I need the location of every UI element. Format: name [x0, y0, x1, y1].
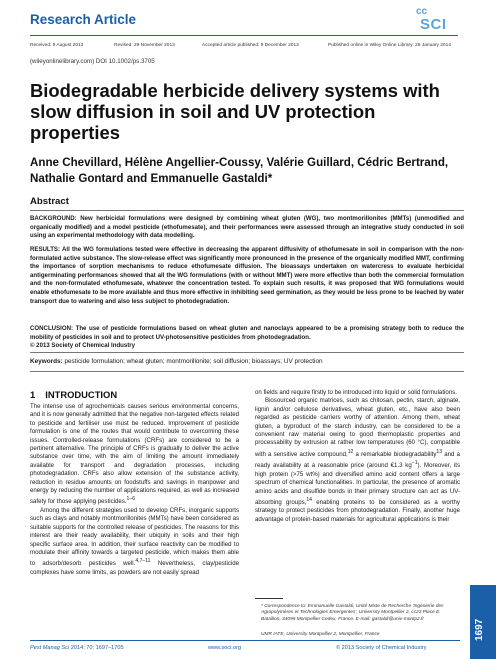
footer-journal: Pest Manag Sci 2014; 70: 1697–1705 [30, 645, 124, 651]
citation-ref[interactable]: 12 [347, 448, 354, 455]
footer-copyright: © 2013 Society of Chemical Industry [336, 645, 427, 651]
body-right-column [255, 389, 460, 524]
intro-paragraph-2: Among the different strategies used to develop CRFs, inorganic supports such as clays and notably montmorillonites (MMTs) have been considered as suitable supports for the controlled release of pesticides. The reasons for this interest are their ready availability, their ubiquity in soils and their high specific surface area. In addition, their surface reactivity can be modified to modulate their affinity towards a targeted pesticide, which makes them able to adsorb/desorb pesticides well.$^{4,7-11}$ Nevertheless, clay/pesticide complexes have some limits, as powders are not easily spread [30, 506, 239, 576]
citation-ref[interactable]: 13 [436, 448, 443, 455]
abstract-results [30, 246, 464, 306]
background-text: New herbicidal formulations were designed by combining wheat gluten (WG), two montmorillonites (MMTs) (unmodified and organically modified) and a model pesticide (ethofumesate), and their performances were assessed through an integrative study conducted in soil using an experimental methodology with data modelling. [30, 215, 464, 240]
revised-date: Revised: 29 November 2013 [114, 43, 175, 48]
footnote-divider [255, 598, 283, 599]
section-heading [30, 389, 117, 400]
accepted-date: Accepted article published: 9 December 2013 [202, 43, 299, 48]
intro-paragraph-3: Biosourced organic matrices, such as chitosan, pectin, starch, alginate, lignin and/or cellulose derivatives, wheat gluten, etc., have also been regarded as pesticide carriers worthy of attention. Among them, wheat gluten, a byproduct of the starch industry, can be considered to be a convenient raw material owing to good thermoplastic properties and processability by extrusion at rather low temperatures (60 °C), compatible with a sensitive active compound,$^{12}$ a remarkable biodegradability$^{13}$ and a ready availability at a reasonable price (around €1.3 $kg^{-1}$). Moreover, its high protein (>75 wt%) and diversified amino acid content offers a large spectrum of chemical functionalities. In particular, the presence of aromatic amino acids and disulfide bonds in their primary structure can act as UV-absorbing groups,$^{14}$ enabling proteins to be considered as a worthy strategy to protect pesticides from photodegradation. Finally, another huge advantage of protein-based materials for agricultural applications is their [255, 397, 460, 523]
citation-ref[interactable]: 4,7–11 [135, 558, 151, 565]
doi-line[interactable]: (wileyonlinelibrary.com) DOI 10.1002/ps.3705 [30, 58, 155, 65]
page-footer [30, 645, 460, 653]
intro-paragraph-1: The intense use of agrochemicals causes serious environmental concerns, and it is now generally admitted that the negative non-targeted effects related to pesticide and fertiliser use must be reduced. Improvement of pesticide formulation is one of the routes that would contribute to overcoming these issues. Controlled-release formulations (CRFs) are considered to be a pertinent alternative. The principle of CRFs is gradually to deliver the active substance over time, with the aim of limiting the amount immediately available for transport and degradation processes, including photodegradation. CRFs also allow extension of the substance activity, reduction in residue amounts on foodstuffs and savings in manpower and energy by reducing the number of applications required, as well as increased safety for those applying pesticides.$^{1-6}$ [30, 403, 239, 506]
abstract-heading: Abstract [30, 196, 69, 207]
keywords-text: pesticide formulation; wheat gluten; montmorillonite; soil diffusion; bioassays; UV protection [64, 358, 323, 365]
results-label: RESULTS: [30, 246, 61, 253]
article-type-label: Research Article [30, 12, 137, 27]
header-divider [30, 35, 458, 36]
article-dates [30, 43, 460, 51]
conclusion-text: The use of pesticide formulations based on wheat gluten and nanoclays appeared to be a promising strategy both to reduce the mobility of pesticides in soil and to protect UV-photosensitive pesticides from photodegradation. [30, 325, 464, 341]
abstract-conclusion [30, 325, 464, 351]
keywords-label: Keywords: [30, 358, 63, 365]
abstract-top-divider [30, 210, 464, 211]
journal-header [30, 6, 458, 33]
affiliation-footnote: UMR IATE, University Montpellier 2, Montpellier, France [261, 632, 380, 637]
abstract-bottom-divider [30, 352, 464, 353]
abstract-copyright: © 2013 Society of Chemical Industry [30, 342, 136, 350]
author-list: Anne Chevillard, Hélène Angellier-Coussy, Valérie Guillard, Cédric Bertrand, Nathalie Gontard and Emmanuelle Gastaldi* [30, 156, 449, 185]
correspondence-footnote: * Correspondence to: Emmanuelle Gastaldi, Unité Mixte de Recherche 'Ingénierie des Agropolymères et Technologies Emergentes', University Montpellier 2, cc23 Place E. Bataillon, 34095 Montpellier Cedex, France. E-mail: gastaldi@univ-montp2.fr [261, 604, 444, 622]
footer-divider [30, 640, 460, 641]
citation-ref[interactable]: 14 [306, 496, 312, 503]
abstract-background [30, 215, 464, 241]
conclusion-label: CONCLUSION: [30, 325, 73, 332]
published-date: Published online in Wiley Online Library: 28 January 2014 [328, 43, 451, 48]
intro-paragraph-2-cont: on fields and require firstly to be introduced into liquid or solid formulations. [255, 389, 457, 396]
background-label: BACKGROUND: [30, 215, 77, 222]
body-left-column [30, 403, 239, 577]
page-number-tab [470, 585, 496, 659]
footer-website[interactable]: www.soci.org [208, 645, 241, 651]
page-number: 1697 [474, 618, 485, 641]
sci-logo-mark: cc [416, 6, 428, 17]
article-title: Biodegradable herbicide delivery systems with slow diffusion in soil and UV protection properties [30, 80, 440, 143]
section-title: INTRODUCTION [45, 389, 118, 400]
sci-logo [414, 6, 458, 36]
received-date: Received: 5 August 2013 [30, 43, 84, 48]
keywords [30, 358, 464, 366]
sci-logo-text: SCI [420, 16, 447, 33]
citation-ref[interactable]: 1–6 [126, 496, 136, 503]
section-number: 1 [30, 389, 36, 400]
keywords-divider [30, 371, 464, 372]
results-text: All the WG formulations tested were effective in decreasing the apparent diffusivity of ethofumesate in soil in comparison with the non-formulated active substance. The slow-release effect was significantly more pronounced in the presence of the organically modified MMT, confirming the importance of sorption mechanisms to reduce ethofumesate diffusion. The bioassays undertaken on watercress to evaluate herbicidal antigerminating performances showed that all the WG formulations (with or without MMT) were more effective than both the commercial formulation and the non-formulated ethofumesate, whatever the concentration tested. To explain such results, it was proposed that WG formulations would enable ethofumesate to be more available and thus more effective in inhibiting seed germination, as they would be less prone to be leached by water transport due to watering and also less subject to photodegradation. [30, 246, 465, 305]
